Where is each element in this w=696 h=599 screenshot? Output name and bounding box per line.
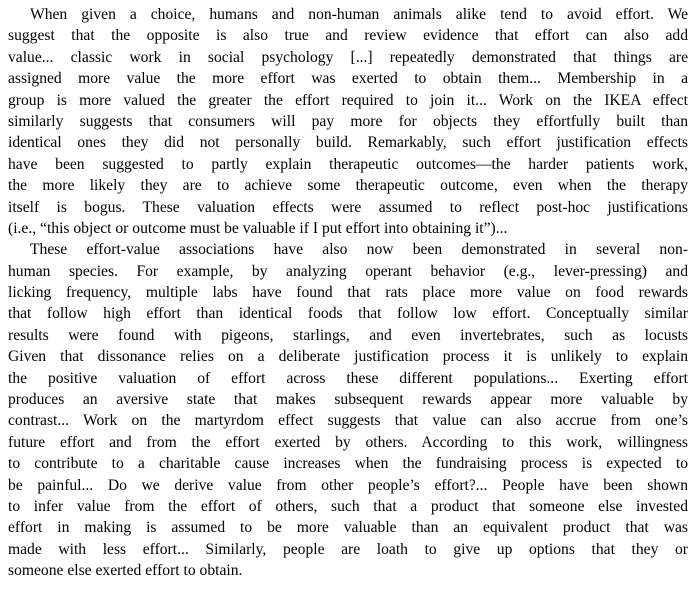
text-line: that follow high effort than identical foods that follow low effort. Conceptually similar (8, 305, 688, 323)
text-line: contrast... Work on the martyrdom effect suggests that value can also accrue from one’s (8, 412, 688, 430)
text-line: future effort and from the effort exerted by others. According to this work, willingness (8, 433, 688, 451)
paragraph-2 (8, 239, 696, 581)
text-line: to contribute to a charitable cause increases when the fundraising process is expected to (8, 455, 688, 473)
text-line: have been suggested to partly explain therapeutic outcomes—the harder patients work, (8, 155, 688, 173)
text-line: results were found with pigeons, starlings, and even invertebrates, such as locusts (8, 326, 688, 344)
text-line: licking frequency, multiple labs have found that rats place more value on food rewards (8, 284, 688, 302)
text-line: similarly suggests that consumers will pay more for objects they effortfully built than (8, 112, 688, 130)
text-line: be painful... Do we derive value from other people’s effort?... People have been shown (8, 476, 688, 494)
text-line: itself is bogus. These valuation effects were assumed to reflect post-hoc justifications (8, 198, 688, 216)
text-line: the positive valuation of effort across these different populations... Exerting effort (8, 369, 688, 387)
paragraph-1 (8, 4, 696, 239)
text-line: assigned more value the more effort was exerted to obtain them... Membership in a (8, 70, 688, 88)
text-line: These effort-value associations have also now been demonstrated in several non- (30, 241, 688, 259)
text-line: to infer value from the effort of others, such that a product that someone else invested (8, 497, 688, 515)
text-line: (i.e., “this object or outcome must be valuable if I put effort into obtaining it”)... (8, 219, 508, 237)
text-line: identical ones they did not personally build. Remarkably, such effort justification effects (8, 134, 688, 152)
text-line: the more likely they are to achieve some therapeutic outcome, even when the therapy (8, 177, 688, 195)
text-line: someone else exerted effort to obtain. (8, 562, 243, 580)
text-line: value... classic work in social psychology [...] repeatedly demonstrated that things are (8, 48, 688, 66)
text-line: When given a choice, humans and non-human animals alike tend to avoid effort. We (30, 6, 688, 23)
text-line: produces an aversive state that makes subsequent rewards appear more valuable by (8, 391, 688, 409)
text-line: suggest that the opposite is also true and review evidence that effort can also add (8, 27, 688, 45)
text-line: made with less effort... Similarly, people are loath to give up options that they or (8, 540, 688, 558)
text-line: Given that dissonance relies on a deliberate justification process it is unlikely to explain (8, 348, 688, 366)
text-line: effort in making is assumed to be more valuable than an equivalent product that was (8, 519, 688, 537)
text-line: human species. For example, by analyzing operant behavior (e.g., lever-pressing) and (8, 262, 688, 280)
text-line: group is more valued the greater the effort required to join it... Work on the IKEA effect (8, 91, 688, 109)
